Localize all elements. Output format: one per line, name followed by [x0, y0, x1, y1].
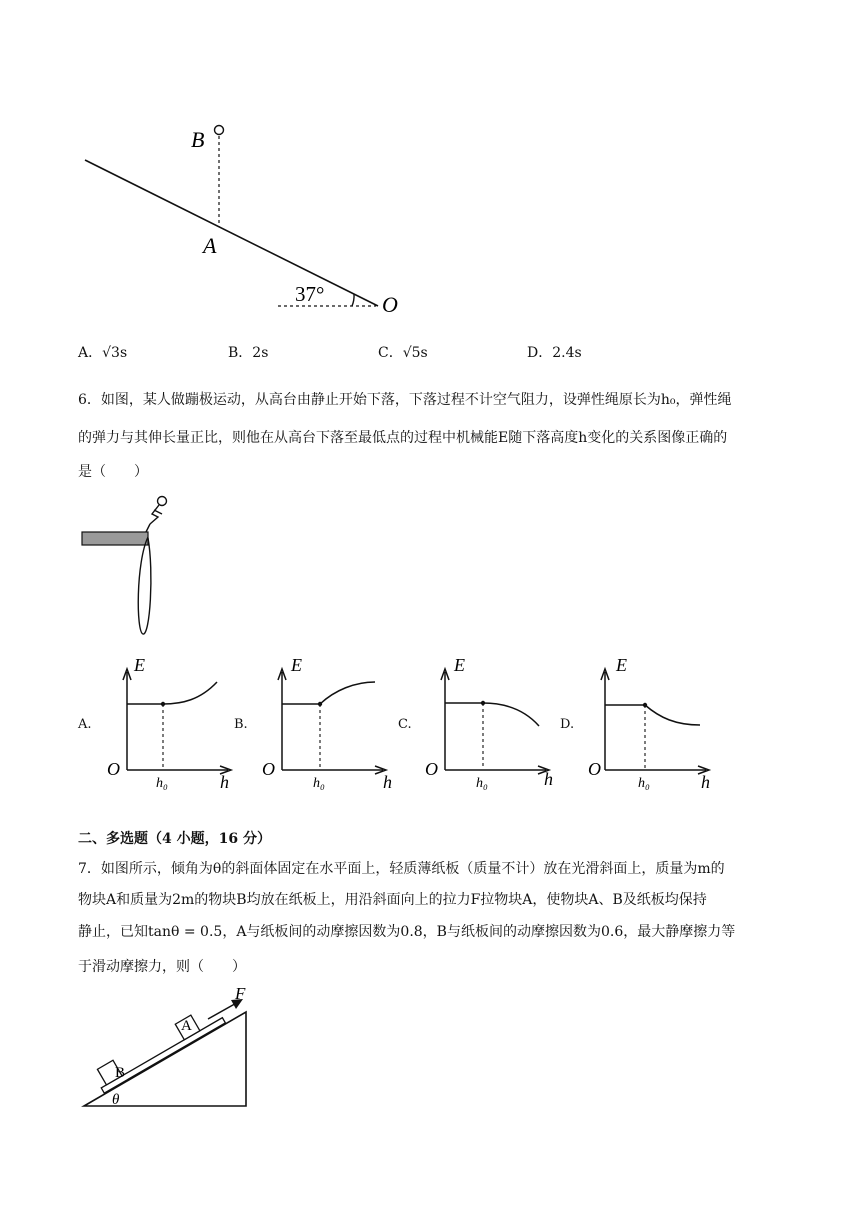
axis-label-h: h: [383, 772, 392, 792]
q5-option-a-value: √3s: [102, 345, 128, 361]
bungee-rope: [138, 537, 151, 634]
origin-label: O: [107, 759, 120, 779]
h0-point: [161, 702, 165, 706]
incline-figure-q7: [78, 985, 258, 1110]
graph-label-d: D.: [560, 717, 575, 732]
q5-option-b-value: 2s: [252, 345, 269, 361]
tick-label-h0: h₀: [476, 776, 488, 791]
q5-option-d-letter: D．: [527, 345, 553, 361]
q5-option-c: [378, 343, 428, 363]
q5-option-b: [228, 343, 268, 363]
energy-graph-d: [580, 652, 720, 792]
q5-option-a: [78, 343, 127, 363]
energy-graph-c: [418, 652, 558, 792]
q5-option-d: [527, 343, 582, 363]
axis-label-e: E: [454, 655, 465, 675]
origin-label: O: [262, 759, 275, 779]
q7-line-2: 物块A和质量为2m的物块B均放在纸板上，用沿斜面向上的拉力F拉物块A，使物块A、B及纸板均保持: [78, 892, 707, 908]
origin-label: O: [588, 759, 601, 779]
label-o: O: [382, 292, 398, 317]
graph-label-b: B.: [234, 717, 248, 732]
q7-line-4: 于滑动摩擦力，则（ ）: [78, 959, 246, 975]
q5-option-a-letter: A．: [78, 345, 103, 361]
incline-triangle: [84, 1012, 246, 1106]
graph-label-c: C.: [398, 717, 412, 732]
incline-figure-q5: [70, 115, 430, 325]
graph-label-a: A.: [78, 717, 92, 732]
energy-curve: [605, 705, 700, 725]
q7-line-3: 静止，已知tanθ = 0.5，A与纸板间的动摩擦因数为0.8，B与纸板间的动摩擦因数为0.6，最大静摩擦力等: [78, 924, 736, 940]
energy-graph-b: [255, 652, 395, 792]
axis-label-h: h: [544, 769, 553, 789]
q5-option-b-letter: B．: [228, 345, 253, 361]
axis-label-e: E: [616, 655, 627, 675]
q6-line-3: 是（ ）: [78, 464, 148, 480]
tick-label-h0: h₀: [156, 776, 168, 791]
energy-graph-a: [100, 652, 240, 792]
block-a-label: A: [181, 1018, 192, 1034]
force-label: F: [235, 985, 246, 1003]
energy-curve: [127, 682, 217, 704]
block-b-label: B: [115, 1065, 126, 1081]
jumper-body: [146, 505, 162, 532]
q5-option-c-letter: C．: [378, 345, 403, 361]
axis-label-e: E: [134, 655, 145, 675]
tick-label-h0: h₀: [313, 776, 325, 791]
bungee-figure: [78, 492, 178, 642]
label-angle-37: 37°: [295, 282, 325, 306]
label-b: B: [191, 127, 205, 152]
q5-option-d-value: 2.4s: [552, 345, 582, 361]
h0-point: [481, 701, 485, 705]
origin-label: O: [425, 759, 438, 779]
incline-line: [85, 160, 378, 306]
platform: [82, 532, 148, 545]
q7-line-1: 7．如图所示，倾角为θ的斜面体固定在水平面上，轻质薄纸板（质量不计）放在光滑斜面上，质量为m的: [78, 861, 725, 877]
energy-curve: [282, 682, 375, 704]
angle-label: θ: [112, 1092, 120, 1108]
energy-curve: [445, 703, 539, 726]
ball-b-marker: [215, 126, 224, 135]
q6-line-2: 的弹力与其伸长量正比，则他在从高台下落至最低点的过程中机械能E随下落高度h变化的关系图像正确的: [78, 430, 728, 446]
axis-label-h: h: [220, 772, 229, 792]
q6-line-1: 6．如图，某人做蹦极运动，从高台由静止开始下落，下落过程不计空气阻力，设弹性绳原长为h₀，弹性绳: [78, 392, 732, 408]
section-heading-multiple-choice: 二、多选题（4 小题，16 分）: [78, 831, 271, 847]
jumper-head: [158, 497, 167, 506]
angle-arc: [352, 294, 354, 306]
h0-point: [318, 702, 322, 706]
h0-point: [643, 703, 647, 707]
q5-option-c-value: √5s: [402, 345, 428, 361]
label-a: A: [203, 233, 217, 258]
tick-label-h0: h₀: [638, 776, 650, 791]
axis-label-e: E: [291, 655, 302, 675]
axis-label-h: h: [701, 772, 710, 792]
